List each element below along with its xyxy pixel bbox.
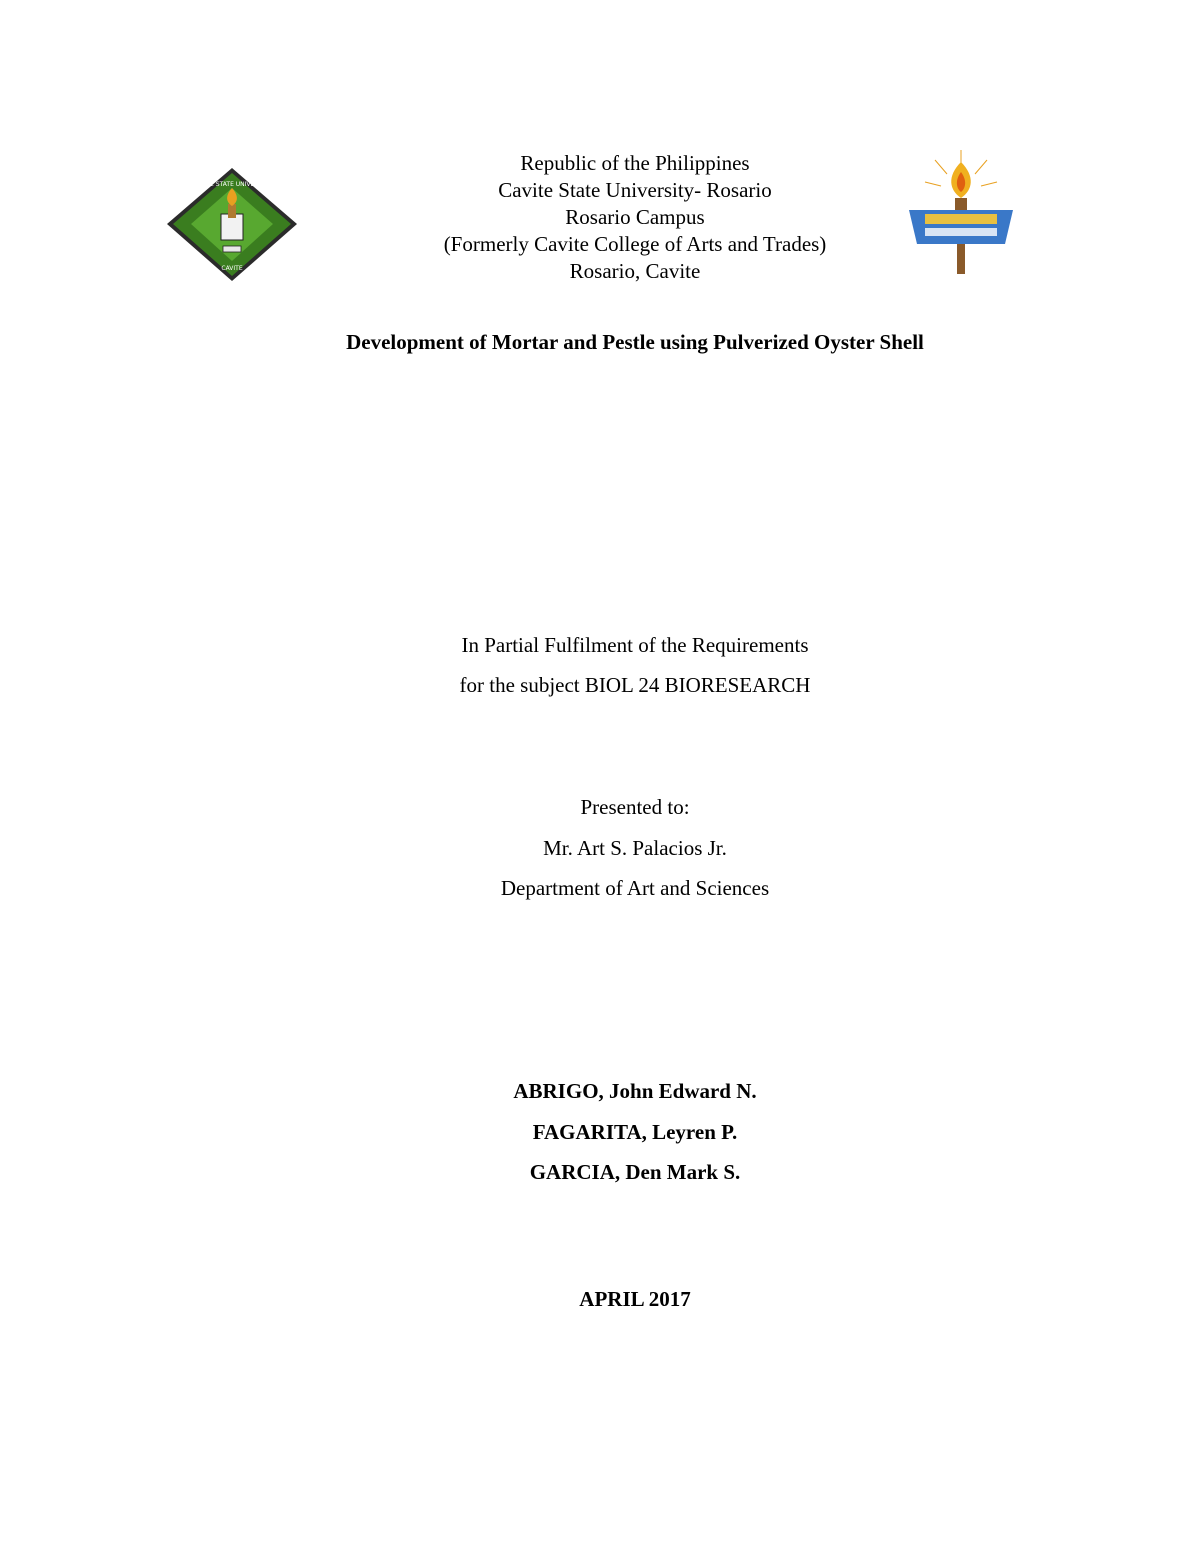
presented-to-name: Mr. Art S. Palacios Jr. [543, 836, 727, 860]
presented-to-department: Department of Art and Sciences [500, 876, 770, 900]
svg-text:CAVITE STATE UNIVERSITY: CAVITE STATE UNIVERSITY [192, 181, 272, 188]
requirements-line-2: for the subject BIOL 24 BIORESEARCH [459, 673, 811, 697]
author-1: ABRIGO, John Edward N. [513, 1079, 757, 1103]
header-line-republic: Republic of the Philippines [520, 151, 750, 175]
submission-date: APRIL 2017 [579, 1287, 691, 1311]
requirements-line-1: In Partial Fulfilment of the Requirements [461, 633, 809, 657]
document-title: Development of Mortar and Pestle using Pulverized Oyster Shell [346, 330, 924, 354]
svg-text:CAVITE: CAVITE [221, 265, 243, 272]
header-line-campus: Rosario Campus [565, 205, 705, 229]
header-line-formerly: (Formerly Cavite College of Arts and Trades) [443, 232, 827, 256]
author-3: GARCIA, Den Mark S. [529, 1160, 741, 1184]
author-2: FAGARITA, Leyren P. [532, 1120, 738, 1144]
header-line-location: Rosario, Cavite [569, 259, 701, 283]
header-line-university: Cavite State University- Rosario [498, 178, 772, 202]
presented-to-label: Presented to: [580, 795, 690, 819]
